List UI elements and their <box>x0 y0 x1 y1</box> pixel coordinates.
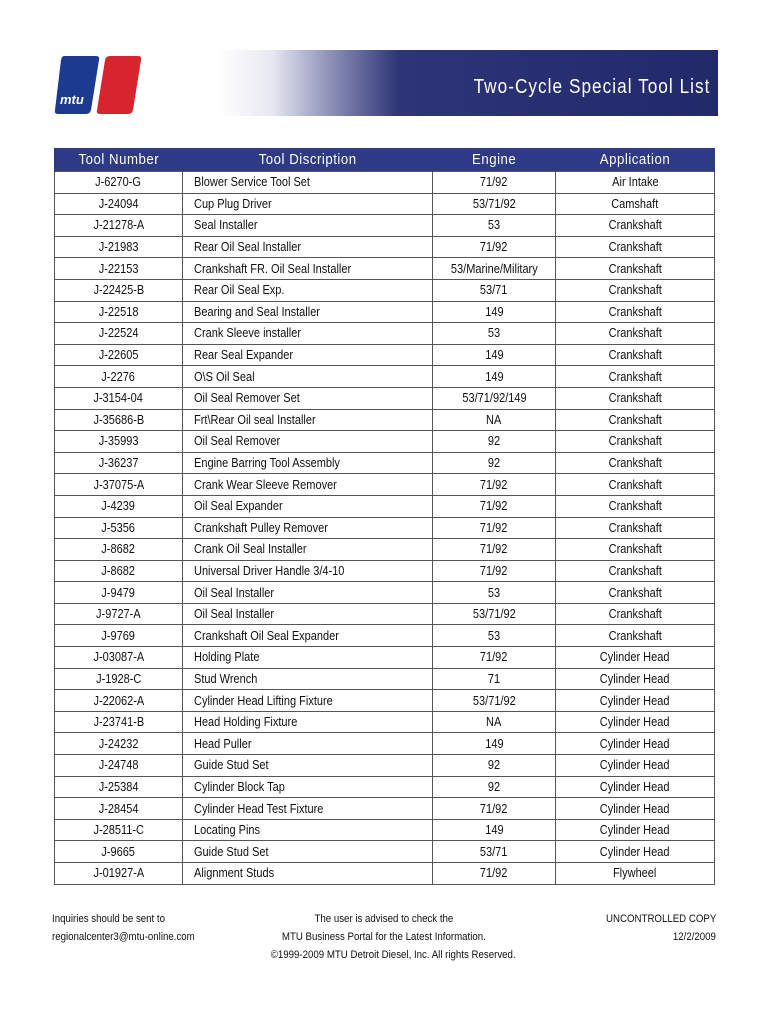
table-row <box>55 539 715 561</box>
table-row <box>55 517 715 539</box>
footer-copyright: ©1999-2009 MTU Detroit Diesel, Inc. All rights Reserved. <box>270 949 516 961</box>
application-cell: Crankshaft <box>556 582 715 604</box>
tool-description-cell: Head Holding Fixture <box>183 711 433 733</box>
application-cell: Crankshaft <box>556 603 715 625</box>
tool-number-cell: J-24094 <box>55 193 183 215</box>
engine-cell: 71/92 <box>433 539 556 561</box>
tool-number-cell: J-9727-A <box>55 603 183 625</box>
tool-description-cell: Oil Seal Remover <box>183 431 433 453</box>
table-row <box>55 625 715 647</box>
tool-description-cell: Stud Wrench <box>183 668 433 690</box>
tool-description-cell: Cup Plug Driver <box>183 193 433 215</box>
tool-description-cell: Guide Stud Set <box>183 841 433 863</box>
application-cell: Cylinder Head <box>556 668 715 690</box>
application-cell: Cylinder Head <box>556 733 715 755</box>
mtu-logo <box>54 54 142 116</box>
footer-uncontrolled-copy: UNCONTROLLED COPY <box>605 913 716 925</box>
application-cell: Air Intake <box>556 172 715 194</box>
tool-description-cell: Rear Oil Seal Installer <box>183 236 433 258</box>
tool-description-cell: Universal Driver Handle 3/4-10 <box>183 560 433 582</box>
tool-number-cell: J-5356 <box>55 517 183 539</box>
tool-number-cell: J-22524 <box>55 323 183 345</box>
table-row <box>55 323 715 345</box>
table-row <box>55 668 715 690</box>
application-cell: Crankshaft <box>556 452 715 474</box>
tool-description-cell: Oil Seal Installer <box>183 603 433 625</box>
engine-cell: 71/92 <box>433 474 556 496</box>
application-cell: Crankshaft <box>556 236 715 258</box>
tool-number-cell: J-22153 <box>55 258 183 280</box>
tool-number-cell: J-3154-04 <box>55 387 183 409</box>
footer-inquiries <box>52 910 214 946</box>
tool-number-cell: J-1928-C <box>55 668 183 690</box>
engine-cell: 71/92 <box>433 172 556 194</box>
tool-number-cell: J-21278-A <box>55 215 183 237</box>
tool-description-cell: Oil Seal Expander <box>183 495 433 517</box>
tool-description-cell: Head Puller <box>183 733 433 755</box>
tool-number-cell: J-22062-A <box>55 690 183 712</box>
engine-cell: NA <box>433 409 556 431</box>
engine-cell: 71/92 <box>433 517 556 539</box>
tool-number-cell: J-22518 <box>55 301 183 323</box>
engine-cell: 53 <box>433 582 556 604</box>
tool-number-cell: J-03087-A <box>55 647 183 669</box>
tool-description-cell: Frt\Rear Oil seal Installer <box>183 409 433 431</box>
tool-number-cell: J-9769 <box>55 625 183 647</box>
engine-cell: 53/Marine/Military <box>433 258 556 280</box>
table-row <box>55 647 715 669</box>
table-body <box>55 172 715 885</box>
application-cell: Cylinder Head <box>556 711 715 733</box>
tool-number-cell: J-4239 <box>55 495 183 517</box>
table-row <box>55 301 715 323</box>
table-row <box>55 215 715 237</box>
tool-description-cell: Crank Sleeve installer <box>183 323 433 345</box>
table-row <box>55 366 715 388</box>
table-row <box>55 193 715 215</box>
engine-cell: 92 <box>433 776 556 798</box>
application-cell: Crankshaft <box>556 323 715 345</box>
table-row <box>55 409 715 431</box>
application-cell: Crankshaft <box>556 344 715 366</box>
table-row <box>55 258 715 280</box>
engine-cell: 71/92 <box>433 495 556 517</box>
tool-number-cell: J-01927-A <box>55 863 183 885</box>
table-row <box>55 431 715 453</box>
engine-cell: 71/92 <box>433 647 556 669</box>
tool-description-cell: Guide Stud Set <box>183 755 433 777</box>
tool-number-cell: J-22425-B <box>55 279 183 301</box>
engine-cell: 71/92 <box>433 236 556 258</box>
engine-cell: 149 <box>433 819 556 841</box>
application-cell: Cylinder Head <box>556 798 715 820</box>
tool-number-cell: J-28511-C <box>55 819 183 841</box>
tool-description-cell: Cylinder Head Lifting Fixture <box>183 690 433 712</box>
engine-cell: NA <box>433 711 556 733</box>
page-title: Two-Cycle Special Tool List <box>473 76 710 98</box>
application-cell: Crankshaft <box>556 474 715 496</box>
application-cell: Crankshaft <box>556 560 715 582</box>
table-row <box>55 733 715 755</box>
engine-cell: 53/71/92 <box>433 603 556 625</box>
application-cell: Crankshaft <box>556 366 715 388</box>
application-cell: Cylinder Head <box>556 841 715 863</box>
tool-number-cell: J-6270-G <box>55 172 183 194</box>
tool-description-cell: Holding Plate <box>183 647 433 669</box>
footer-copy-status <box>591 910 716 946</box>
tool-description-cell: Seal Installer <box>183 215 433 237</box>
engine-cell: 71/92 <box>433 560 556 582</box>
footer-date: 12/2/2009 <box>672 931 716 943</box>
application-cell: Crankshaft <box>556 258 715 280</box>
tool-number-cell: J-2276 <box>55 366 183 388</box>
table-header-row <box>55 148 715 172</box>
tool-number-cell: J-25384 <box>55 776 183 798</box>
column-header-tool-number: Tool Number <box>55 148 183 172</box>
table-row <box>55 495 715 517</box>
tool-description-cell: Crankshaft Pulley Remover <box>183 517 433 539</box>
table-row <box>55 387 715 409</box>
tool-description-cell: Alignment Studs <box>183 863 433 885</box>
table-row <box>55 755 715 777</box>
application-cell: Cylinder Head <box>556 776 715 798</box>
tool-number-cell: J-9665 <box>55 841 183 863</box>
engine-cell: 53/71/92 <box>433 193 556 215</box>
tool-description-cell: Cylinder Block Tap <box>183 776 433 798</box>
engine-cell: 53 <box>433 215 556 237</box>
application-cell: Crankshaft <box>556 301 715 323</box>
engine-cell: 149 <box>433 366 556 388</box>
tool-description-cell: Locating Pins <box>183 819 433 841</box>
tool-number-cell: J-35686-B <box>55 409 183 431</box>
table-row <box>55 560 715 582</box>
table-row <box>55 474 715 496</box>
application-cell: Crankshaft <box>556 215 715 237</box>
tool-description-cell: Bearing and Seal Installer <box>183 301 433 323</box>
tool-description-cell: Oil Seal Remover Set <box>183 387 433 409</box>
tool-description-cell: Oil Seal Installer <box>183 582 433 604</box>
table-row <box>55 863 715 885</box>
table-row <box>55 841 715 863</box>
footer-center-line: The user is advised to check the <box>314 913 454 925</box>
engine-cell: 71/92 <box>433 798 556 820</box>
engine-cell: 71/92 <box>433 863 556 885</box>
tool-number-cell: J-23741-B <box>55 711 183 733</box>
engine-cell: 92 <box>433 431 556 453</box>
table-row <box>55 776 715 798</box>
tool-number-cell: J-24748 <box>55 755 183 777</box>
engine-cell: 53/71 <box>433 841 556 863</box>
tool-description-cell: Crank Wear Sleeve Remover <box>183 474 433 496</box>
engine-cell: 149 <box>433 344 556 366</box>
column-header-engine: Engine <box>433 148 556 172</box>
tool-description-cell: Cylinder Head Test Fixture <box>183 798 433 820</box>
table-row <box>55 819 715 841</box>
tool-description-cell: Rear Seal Expander <box>183 344 433 366</box>
application-cell: Crankshaft <box>556 625 715 647</box>
column-header-tool-description: Tool Discription <box>183 148 433 172</box>
table-row <box>55 236 715 258</box>
footer-center-line: MTU Business Portal for the Latest Information. <box>282 931 486 943</box>
application-cell: Crankshaft <box>556 517 715 539</box>
table-row <box>55 798 715 820</box>
application-cell: Crankshaft <box>556 431 715 453</box>
column-header-application: Application <box>556 148 715 172</box>
table-row <box>55 452 715 474</box>
engine-cell: 92 <box>433 452 556 474</box>
engine-cell: 53/71/92/149 <box>433 387 556 409</box>
tool-description-cell: Rear Oil Seal Exp. <box>183 279 433 301</box>
application-cell: Cylinder Head <box>556 647 715 669</box>
tool-number-cell: J-9479 <box>55 582 183 604</box>
application-cell: Cylinder Head <box>556 755 715 777</box>
table-row <box>55 690 715 712</box>
footer-left-line: Inquiries should be sent to <box>52 913 166 925</box>
application-cell: Crankshaft <box>556 409 715 431</box>
tool-number-cell: J-21983 <box>55 236 183 258</box>
table-row <box>55 711 715 733</box>
footer-email: regionalcenter3@mtu-online.com <box>52 931 195 943</box>
table-row <box>55 344 715 366</box>
application-cell: Cylinder Head <box>556 819 715 841</box>
application-cell: Camshaft <box>556 193 715 215</box>
tool-number-cell: J-8682 <box>55 560 183 582</box>
engine-cell: 53/71/92 <box>433 690 556 712</box>
tool-number-cell: J-22605 <box>55 344 183 366</box>
tool-number-cell: J-8682 <box>55 539 183 561</box>
tool-number-cell: J-36237 <box>55 452 183 474</box>
table-row <box>55 172 715 194</box>
tool-description-cell: Crankshaft Oil Seal Expander <box>183 625 433 647</box>
application-cell: Cylinder Head <box>556 690 715 712</box>
engine-cell: 53/71 <box>433 279 556 301</box>
tool-number-cell: J-24232 <box>55 733 183 755</box>
table-row <box>55 279 715 301</box>
tool-description-cell: Crankshaft FR. Oil Seal Installer <box>183 258 433 280</box>
engine-cell: 53 <box>433 323 556 345</box>
application-cell: Crankshaft <box>556 279 715 301</box>
application-cell: Crankshaft <box>556 539 715 561</box>
footer-notice <box>254 910 514 964</box>
table-row <box>55 603 715 625</box>
application-cell: Flywheel <box>556 863 715 885</box>
tool-number-cell: J-37075-A <box>55 474 183 496</box>
tool-description-cell: O\S Oil Seal <box>183 366 433 388</box>
application-cell: Crankshaft <box>556 495 715 517</box>
tool-number-cell: J-28454 <box>55 798 183 820</box>
engine-cell: 92 <box>433 755 556 777</box>
logo-text: mtu <box>60 92 84 107</box>
table-row <box>55 582 715 604</box>
engine-cell: 149 <box>433 733 556 755</box>
tool-description-cell: Engine Barring Tool Assembly <box>183 452 433 474</box>
tool-description-cell: Blower Service Tool Set <box>183 172 433 194</box>
engine-cell: 53 <box>433 625 556 647</box>
application-cell: Crankshaft <box>556 387 715 409</box>
engine-cell: 149 <box>433 301 556 323</box>
engine-cell: 71 <box>433 668 556 690</box>
tool-table <box>54 148 715 885</box>
tool-number-cell: J-35993 <box>55 431 183 453</box>
tool-description-cell: Crank Oil Seal Installer <box>183 539 433 561</box>
